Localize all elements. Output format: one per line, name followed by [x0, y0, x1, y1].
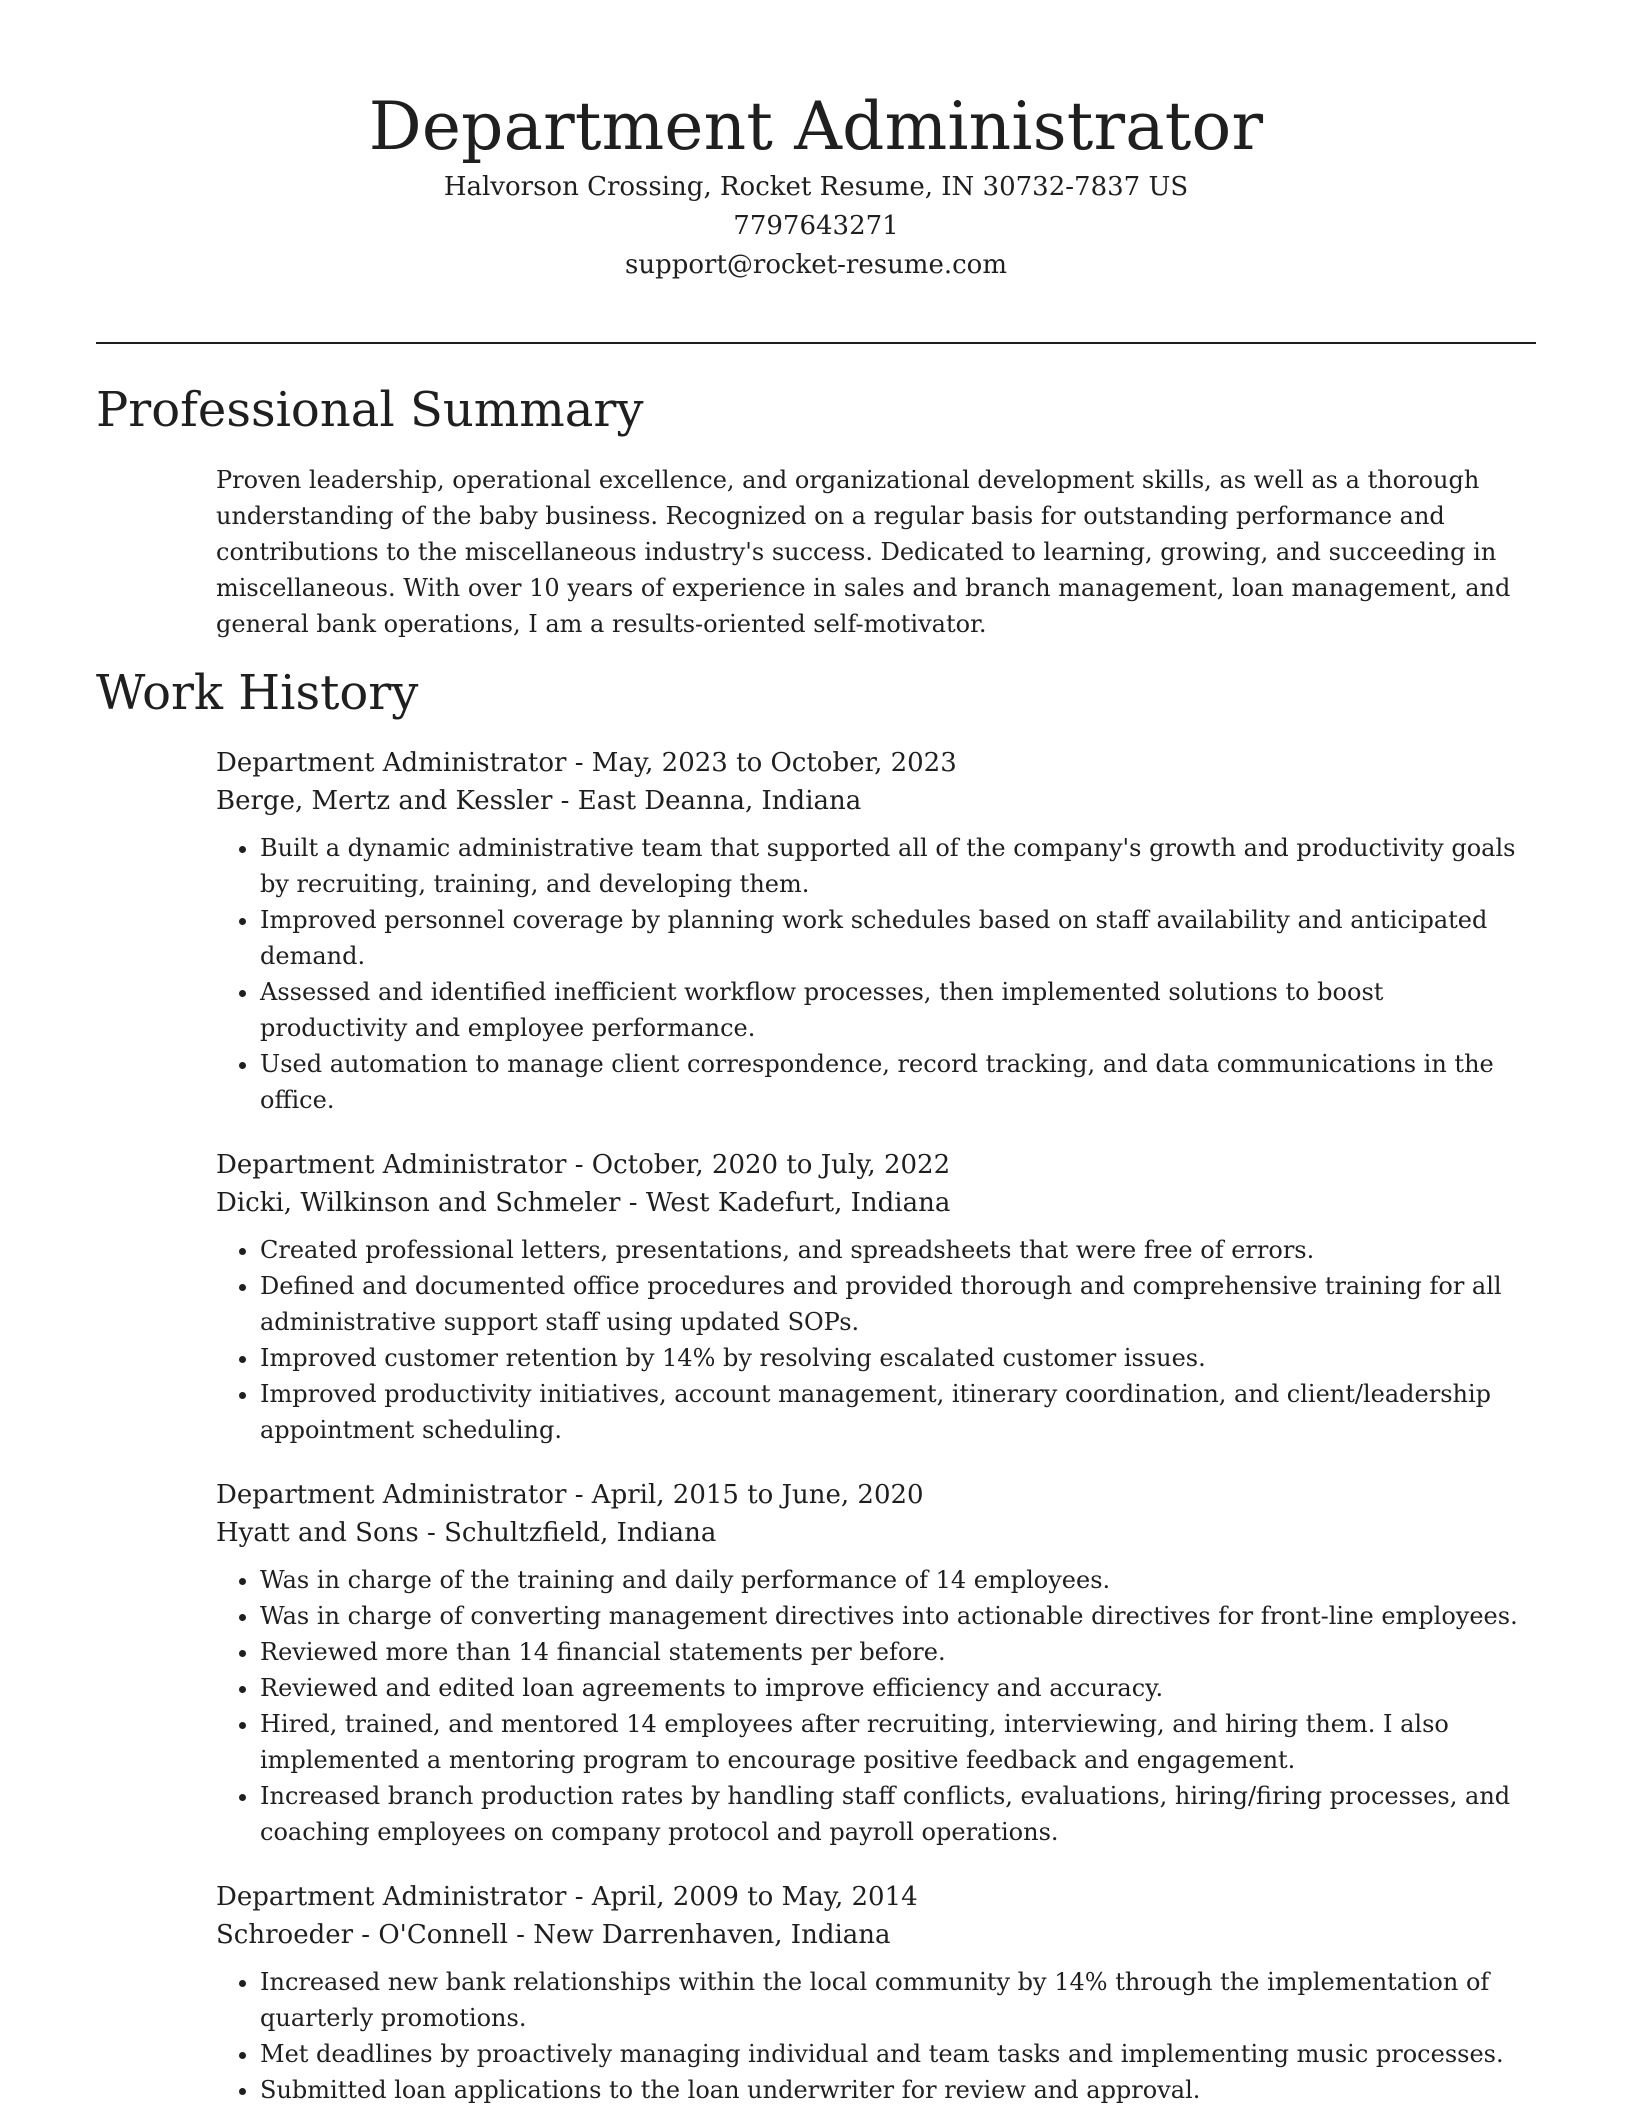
candidate-name: Department Administrator — [368, 88, 1264, 165]
job-bullet: • Reviewed and edited loan agreements to improve efficiency and accuracy. — [260, 1670, 1536, 1706]
job-bullet: • Hired, trained, and mentored 14 employees after recruiting, interviewing, and hiring them. I also implemented a mentoring program to encourage positive feedback and engagement. — [260, 1706, 1536, 1778]
work-history-list — [216, 744, 1536, 2112]
job-bullet: • Submitted loan applications to the loan underwriter for review and approval. — [260, 2072, 1536, 2108]
address: Halvorson Crossing, Rocket Resume, IN 30732-7837 US — [443, 172, 1189, 202]
job-title: Department Administrator — [216, 1480, 567, 1510]
resume-header — [96, 86, 1536, 285]
job-bullets — [216, 1232, 1536, 1448]
job-dates: April, 2009 to May, 2014 — [591, 1882, 918, 1912]
job-company: Schroeder - O'Connell — [216, 1920, 508, 1950]
summary-heading: Professional Summary — [96, 382, 644, 438]
job-title-line: Department Administrator - April, 2009 to May, 2014 — [216, 1882, 918, 1912]
job-bullet: • Reviewed more than 14 financial statements per before. — [260, 1634, 1536, 1670]
job-company: Hyatt and Sons — [216, 1518, 419, 1548]
job-company-line: Schroeder - O'Connell - New Darrenhaven, Indiana — [216, 1920, 891, 1950]
job-title-line: Department Administrator - May, 2023 to October, 2023 — [216, 748, 957, 778]
job-bullets — [216, 1562, 1536, 1850]
job-dates: October, 2020 to July, 2022 — [591, 1150, 951, 1180]
summary-text: Proven leadership, operational excellence, and organizational development skills, as well as a thorough understanding of the baby business. Recognized on a regular basis for outstanding performance and contributions to the miscellaneous industry's success. Dedicated to learning, growing, and succeeding in miscellaneous. With over 10 years of experience in sales and branch management, loan management, and general bank operations, I am a results-oriented self-motivator. — [216, 466, 1511, 638]
email-address: support@rocket-resume.com — [624, 250, 1007, 280]
job-company: Dicki, Wilkinson and Schmeler — [216, 1188, 621, 1218]
job-bullet: • Was in charge of the training and daily performance of 14 employees. — [260, 1562, 1536, 1598]
job-title-line: Department Administrator - April, 2015 to June, 2020 — [216, 1480, 924, 1510]
job-company-line: Berge, Mertz and Kessler - East Deanna, Indiana — [216, 786, 862, 816]
job-bullets — [216, 830, 1536, 1118]
job-bullet: • Met deadlines by proactively managing individual and team tasks and implementing music processes. — [260, 2036, 1536, 2072]
job-entry — [216, 1476, 1536, 1850]
job-bullet: • Increased branch production rates by handling staff conflicts, evaluations, hiring/firing processes, and coaching employees on company protocol and payroll operations. — [260, 1778, 1536, 1850]
work-history-heading: Work History — [96, 665, 419, 721]
job-bullet: • Improved customer retention by 14% by resolving escalated customer issues. — [260, 1340, 1536, 1376]
job-bullet: • Used automation to manage client correspondence, record tracking, and data communications in the office. — [260, 1046, 1536, 1118]
job-entry — [216, 1146, 1536, 1448]
job-company-line: Dicki, Wilkinson and Schmeler - West Kadefurt, Indiana — [216, 1188, 951, 1218]
job-bullet: • Increased new bank relationships within the local community by 14% through the implementation of quarterly promotions. — [260, 1964, 1536, 2036]
job-entry — [216, 744, 1536, 1118]
job-bullet: • Assessed and identified inefficient workflow processes, then implemented solutions to boost productivity and employee performance. — [260, 974, 1536, 1046]
job-dates: May, 2023 to October, 2023 — [591, 748, 957, 778]
job-bullets — [216, 1964, 1536, 2108]
job-title: Department Administrator — [216, 1150, 567, 1180]
job-title: Department Administrator — [216, 748, 567, 778]
job-location: Schultzfield, Indiana — [444, 1518, 717, 1548]
job-location: East Deanna, Indiana — [577, 786, 862, 816]
phone-number: 7797643271 — [733, 211, 899, 241]
job-location: West Kadefurt, Indiana — [645, 1188, 951, 1218]
job-title-line: Department Administrator - October, 2020 to July, 2022 — [216, 1150, 951, 1180]
job-bullet: • Improved productivity initiatives, account management, itinerary coordination, and client/leadership appointment scheduling. — [260, 1376, 1536, 1448]
job-bullet: • Built a dynamic administrative team that supported all of the company's growth and productivity goals by recruiting, training, and developing them. — [260, 830, 1536, 902]
job-company-line: Hyatt and Sons - Schultzfield, Indiana — [216, 1518, 717, 1548]
header-divider — [96, 342, 1536, 344]
job-entry — [216, 1878, 1536, 2108]
job-location: New Darrenhaven, Indiana — [533, 1920, 891, 1950]
job-bullet: • Was in charge of converting management directives into actionable directives for front-line employees. — [260, 1598, 1536, 1634]
job-title: Department Administrator — [216, 1882, 567, 1912]
job-company: Berge, Mertz and Kessler — [216, 786, 553, 816]
job-bullet: • Defined and documented office procedures and provided thorough and comprehensive training for all administrative support staff using updated SOPs. — [260, 1268, 1536, 1340]
job-dates: April, 2015 to June, 2020 — [591, 1480, 924, 1510]
job-bullet: • Improved personnel coverage by planning work schedules based on staff availability and anticipated demand. — [260, 902, 1536, 974]
job-bullet: • Created professional letters, presentations, and spreadsheets that were free of errors. — [260, 1232, 1536, 1268]
